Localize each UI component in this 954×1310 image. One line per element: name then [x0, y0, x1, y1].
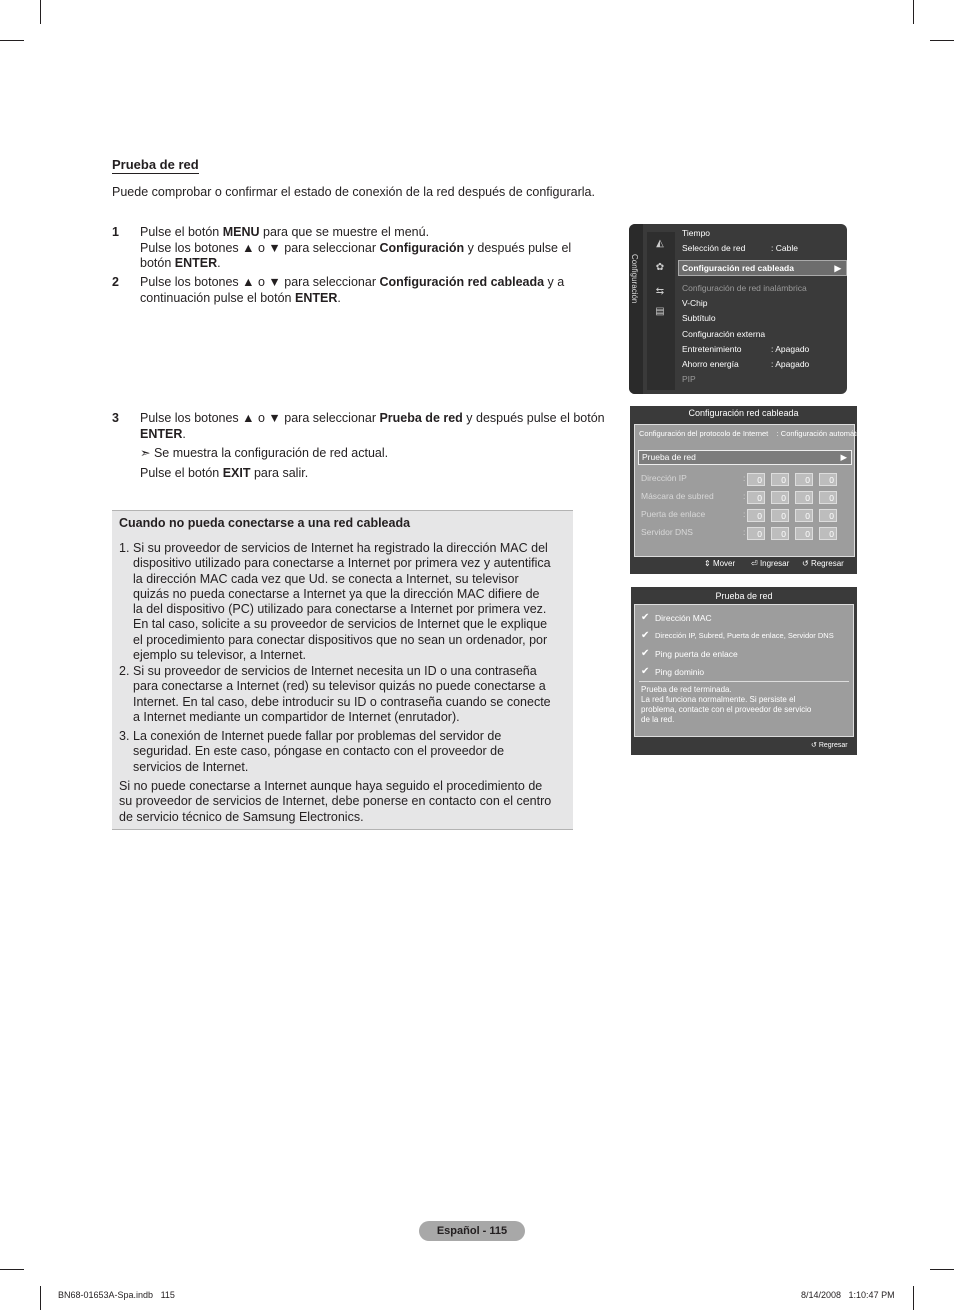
crop-mark [40, 0, 41, 24]
check-label: Dirección IP, Subred, Puerta de enlace, Servidor DNS [655, 631, 834, 640]
osd-wired-config [630, 406, 866, 574]
osd-setup-menu [629, 224, 847, 394]
step-text: y a [544, 275, 565, 289]
note-line: seguridad. En este caso, póngase en contacto con el proveedor de [133, 744, 505, 759]
gateway-octet[interactable]: 0 [819, 509, 837, 522]
note-line: Si su proveedor de servicios de Internet ha registrado la dirección MAC del [133, 541, 548, 555]
updown-icon: ⇕ [704, 559, 711, 568]
osd-menu-item[interactable] [682, 241, 842, 255]
osd-network-test [631, 587, 857, 755]
crop-mark [913, 1286, 914, 1310]
message-line: La red funciona normalmente. Si persiste el [641, 695, 796, 704]
menu-value: : Apagado [771, 359, 810, 369]
note-line: de servicio técnico de Samsung Electronics. [119, 809, 364, 824]
step-text: para que se muestre el menú. [259, 225, 430, 239]
step-bold: EXIT [222, 465, 251, 480]
step-number: 1 [112, 225, 119, 239]
note-line: su proveedor de servicios de Internet, debe ponerse en contacto con el centro [119, 794, 552, 809]
osd-menu-item[interactable] [682, 342, 842, 356]
message-line: de la red. [641, 715, 675, 724]
menu-label: Ahorro energía [682, 359, 739, 369]
note-line: La conexión de Internet puede fallar por problemas del servidor de [133, 729, 502, 743]
step-bold: Prueba de red [379, 411, 463, 425]
footer-enter [751, 559, 789, 568]
gateway-octet[interactable]: 0 [747, 509, 765, 522]
item-number: 1. [119, 541, 130, 555]
note-line: dispositivo utilizado para conectarse a Internet por primera vez y autentifica [133, 556, 551, 571]
step-text: Pulse el botón [140, 225, 223, 239]
step-bold: ENTER [174, 256, 218, 270]
osd-panel [634, 604, 854, 737]
osd-menu-item[interactable] [682, 327, 842, 341]
arrow-right-icon: ▶ [834, 263, 841, 273]
step-text: y después pulse el botón [462, 411, 605, 425]
section-title: Prueba de red [112, 157, 199, 172]
crop-mark [913, 0, 914, 24]
subnet-octet[interactable]: 0 [819, 491, 837, 504]
menu-label: Configuración externa [682, 329, 766, 339]
divider [639, 681, 849, 682]
check-label: Ping dominio [655, 667, 705, 677]
arrow-right-icon: ▶ [840, 452, 847, 462]
field-label: Dirección IP [641, 473, 687, 483]
note-item-2 [119, 664, 564, 725]
osd-side-label: Configuración [630, 254, 639, 304]
dns-octet[interactable]: 0 [747, 527, 765, 540]
troubleshoot-note [112, 510, 573, 830]
field-label: Máscara de subred [641, 491, 714, 501]
ip-octet[interactable]: 0 [771, 473, 789, 486]
menu-label: V-Chip [682, 298, 708, 308]
step-text: continuación pulse el botón [140, 290, 295, 305]
step-bold: MENU [222, 225, 260, 239]
osd-panel [634, 424, 866, 557]
return-icon: ↺ [811, 742, 817, 749]
option-label: Prueba de red [642, 452, 696, 462]
step-text: Pulse el botón [140, 465, 223, 480]
arrow-icon: ➣ [140, 446, 154, 460]
field-colon: : [743, 473, 746, 483]
dns-octet[interactable]: 0 [795, 527, 813, 540]
check-label: Dirección MAC [655, 613, 712, 623]
crop-mark [930, 1269, 954, 1270]
footer-move [704, 559, 735, 568]
network-test-option[interactable] [638, 450, 852, 465]
subnet-octet[interactable]: 0 [771, 491, 789, 504]
note-item-3 [119, 729, 564, 775]
crop-mark [40, 1286, 41, 1310]
protocol-row[interactable] [639, 429, 866, 438]
menu-label: Configuración red cableada [682, 263, 794, 273]
menu-value: : Apagado [771, 344, 810, 354]
osd-menu-item[interactable] [682, 281, 842, 295]
field-colon: : [743, 509, 746, 519]
field-label: Servidor DNS [641, 527, 693, 537]
ip-octet[interactable]: 0 [747, 473, 765, 486]
step-number: 2 [112, 275, 119, 289]
page-number: Español - 115 [419, 1221, 525, 1241]
note-line: Si no puede conectarse a Internet aunque haya seguido el procedimiento de [119, 779, 543, 793]
osd-menu-item-selected[interactable] [678, 260, 847, 276]
input-icon: ⇆ [655, 286, 665, 297]
foot-label: Mover [712, 559, 736, 568]
check-icon: ✔ [641, 666, 650, 677]
message-line: problema, contacte con el proveedor de servicio [641, 705, 812, 714]
osd-menu-item[interactable] [682, 357, 842, 371]
footer-return [802, 559, 844, 568]
step-text: para salir. [250, 465, 309, 480]
note-line: ejemplo su televisor, a Internet. [133, 648, 307, 663]
foot-label: Ingresar [759, 559, 790, 568]
osd-menu-item[interactable] [682, 311, 842, 325]
step-note: Se muestra la configuración de red actual. [153, 446, 389, 460]
check-icon: ✔ [641, 612, 650, 623]
step-text: . [217, 256, 221, 270]
ip-octet[interactable]: 0 [795, 473, 813, 486]
check-label: Ping puerta de enlace [655, 649, 738, 659]
crop-mark [930, 40, 954, 41]
osd-sidebar [629, 224, 643, 394]
field-colon: : [743, 527, 746, 537]
step-text: botón [140, 256, 175, 270]
footer-return [811, 741, 848, 749]
osd-menu-item[interactable] [682, 226, 842, 240]
step-number: 3 [112, 411, 119, 425]
subnet-octet[interactable]: 0 [795, 491, 813, 504]
step-bold: ENTER [140, 426, 183, 441]
note-line: servicios de Internet. [133, 759, 249, 774]
field-label: Puerta de enlace [641, 509, 706, 519]
gateway-octet[interactable]: 0 [771, 509, 789, 522]
test-result-message [641, 685, 846, 725]
crop-mark [0, 40, 24, 41]
menu-value: : Cable [771, 243, 798, 253]
setup-gear-icon: ✿ [655, 262, 665, 273]
menu-label: Entretenimiento [682, 344, 742, 354]
step-text: Pulse los botones ▲ o ▼ para seleccionar [140, 275, 380, 289]
note-line: Internet. En tal caso, debe introducir su ID o contraseña cuando se conecte [133, 694, 551, 709]
step-text: y después pulse el [464, 240, 572, 255]
osd-title: Configuración red cableada [688, 408, 799, 418]
step-text: . [182, 426, 186, 441]
foot-label: Regresar [818, 742, 848, 749]
note-line: el procedimiento para conectar dispositivos que no sean un ordenador, por [133, 632, 548, 647]
menu-label: Subtítulo [682, 313, 716, 323]
footer-timestamp: 8/14/2008 1:10:47 PM [801, 1290, 895, 1300]
item-number: 3. [119, 729, 130, 743]
check-icon: ✔ [641, 630, 650, 641]
subnet-octet[interactable]: 0 [747, 491, 765, 504]
note-line: quizás no pueda conectarse a Internet ya que la dirección MAC difiere de [133, 586, 540, 601]
application-icon: ▤ [655, 306, 665, 317]
note-line: la del dispositivo (PC) utilizado para conectarse a Internet por primera vez. [133, 602, 547, 617]
gateway-octet[interactable]: 0 [795, 509, 813, 522]
footer-file: BN68-01653A-Spa.indb 115 [58, 1290, 175, 1300]
menu-label: PIP [682, 374, 696, 384]
osd-menu-item[interactable] [682, 296, 842, 310]
note-line: para conectarse a Internet (red) su televisor quizás no puede conectarse a [133, 679, 546, 694]
foot-label: Regresar [810, 559, 844, 568]
step-text: . [337, 290, 341, 305]
item-number: 2. [119, 664, 130, 678]
menu-label: Tiempo [682, 228, 711, 238]
step-bold: ENTER [294, 290, 338, 305]
protocol-label: Configuración del protocolo de Internet [639, 429, 769, 438]
note-item-1 [119, 541, 564, 663]
note-line: En tal caso, solicite a su proveedor de servicios de Internet que le explique [133, 617, 548, 632]
step-text: Pulse los botones ▲ o ▼ para seleccionar [140, 240, 380, 255]
check-icon: ✔ [641, 648, 650, 659]
dns-octet[interactable]: 0 [771, 527, 789, 540]
note-closing [119, 779, 569, 825]
osd-icon-column [647, 232, 675, 390]
intro-text: Puede comprobar o confirmar el estado de conexión de la red después de configurarla. [112, 185, 595, 199]
enter-icon: ⏎ [751, 559, 758, 568]
ip-octet[interactable]: 0 [819, 473, 837, 486]
protocol-value: : Configuración automática [776, 429, 866, 438]
step-bold: Configuración [379, 240, 465, 255]
menu-label: Configuración de red inalámbrica [682, 283, 807, 293]
dns-octet[interactable]: 0 [819, 527, 837, 540]
picture-icon: ◭ [656, 238, 664, 249]
step-bold: Configuración red cableada [379, 275, 545, 289]
crop-mark [0, 1269, 24, 1270]
message-line: Prueba de red terminada. [641, 685, 732, 694]
return-icon: ↺ [802, 559, 809, 568]
note-line: Si su proveedor de servicios de Internet necesita un ID o una contraseña [133, 664, 537, 678]
note-line: a Internet mediante un compartidor de Internet (enrutador). [133, 709, 460, 724]
note-line: la dirección MAC cada vez que Ud. se conecta a Internet, su televisor [133, 571, 519, 586]
field-colon: : [743, 491, 746, 501]
osd-menu-item[interactable] [682, 372, 842, 386]
osd-title: Prueba de red [715, 591, 773, 601]
menu-label: Selección de red [682, 243, 746, 253]
step-text: Pulse los botones ▲ o ▼ para seleccionar [140, 411, 380, 425]
note-title: Cuando no pueda conectarse a una red cableada [119, 516, 411, 530]
